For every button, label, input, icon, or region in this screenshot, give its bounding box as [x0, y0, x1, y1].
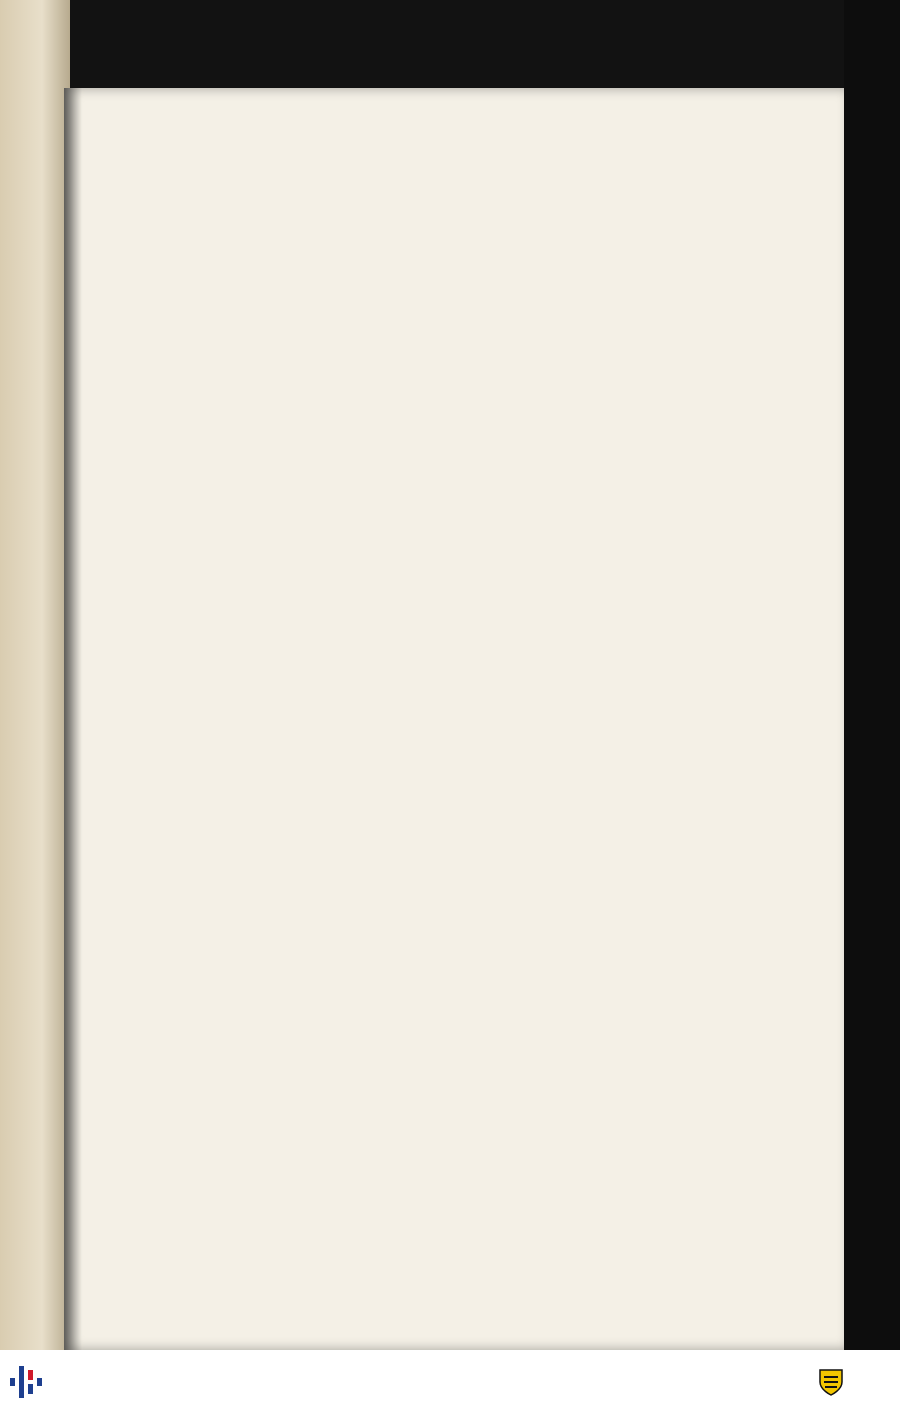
viewer-footer [0, 1350, 900, 1414]
woodcut-vva-spina [115, 170, 370, 630]
book-edge-dark [844, 0, 900, 1350]
left-page-edge [0, 0, 70, 1350]
library-logo-icon [8, 1360, 44, 1404]
baden-wuerttemberg-crest-icon [816, 1367, 846, 1397]
woodcut-ribes-vulgaris [110, 672, 375, 1117]
page-gutter-shadow [64, 88, 82, 1350]
